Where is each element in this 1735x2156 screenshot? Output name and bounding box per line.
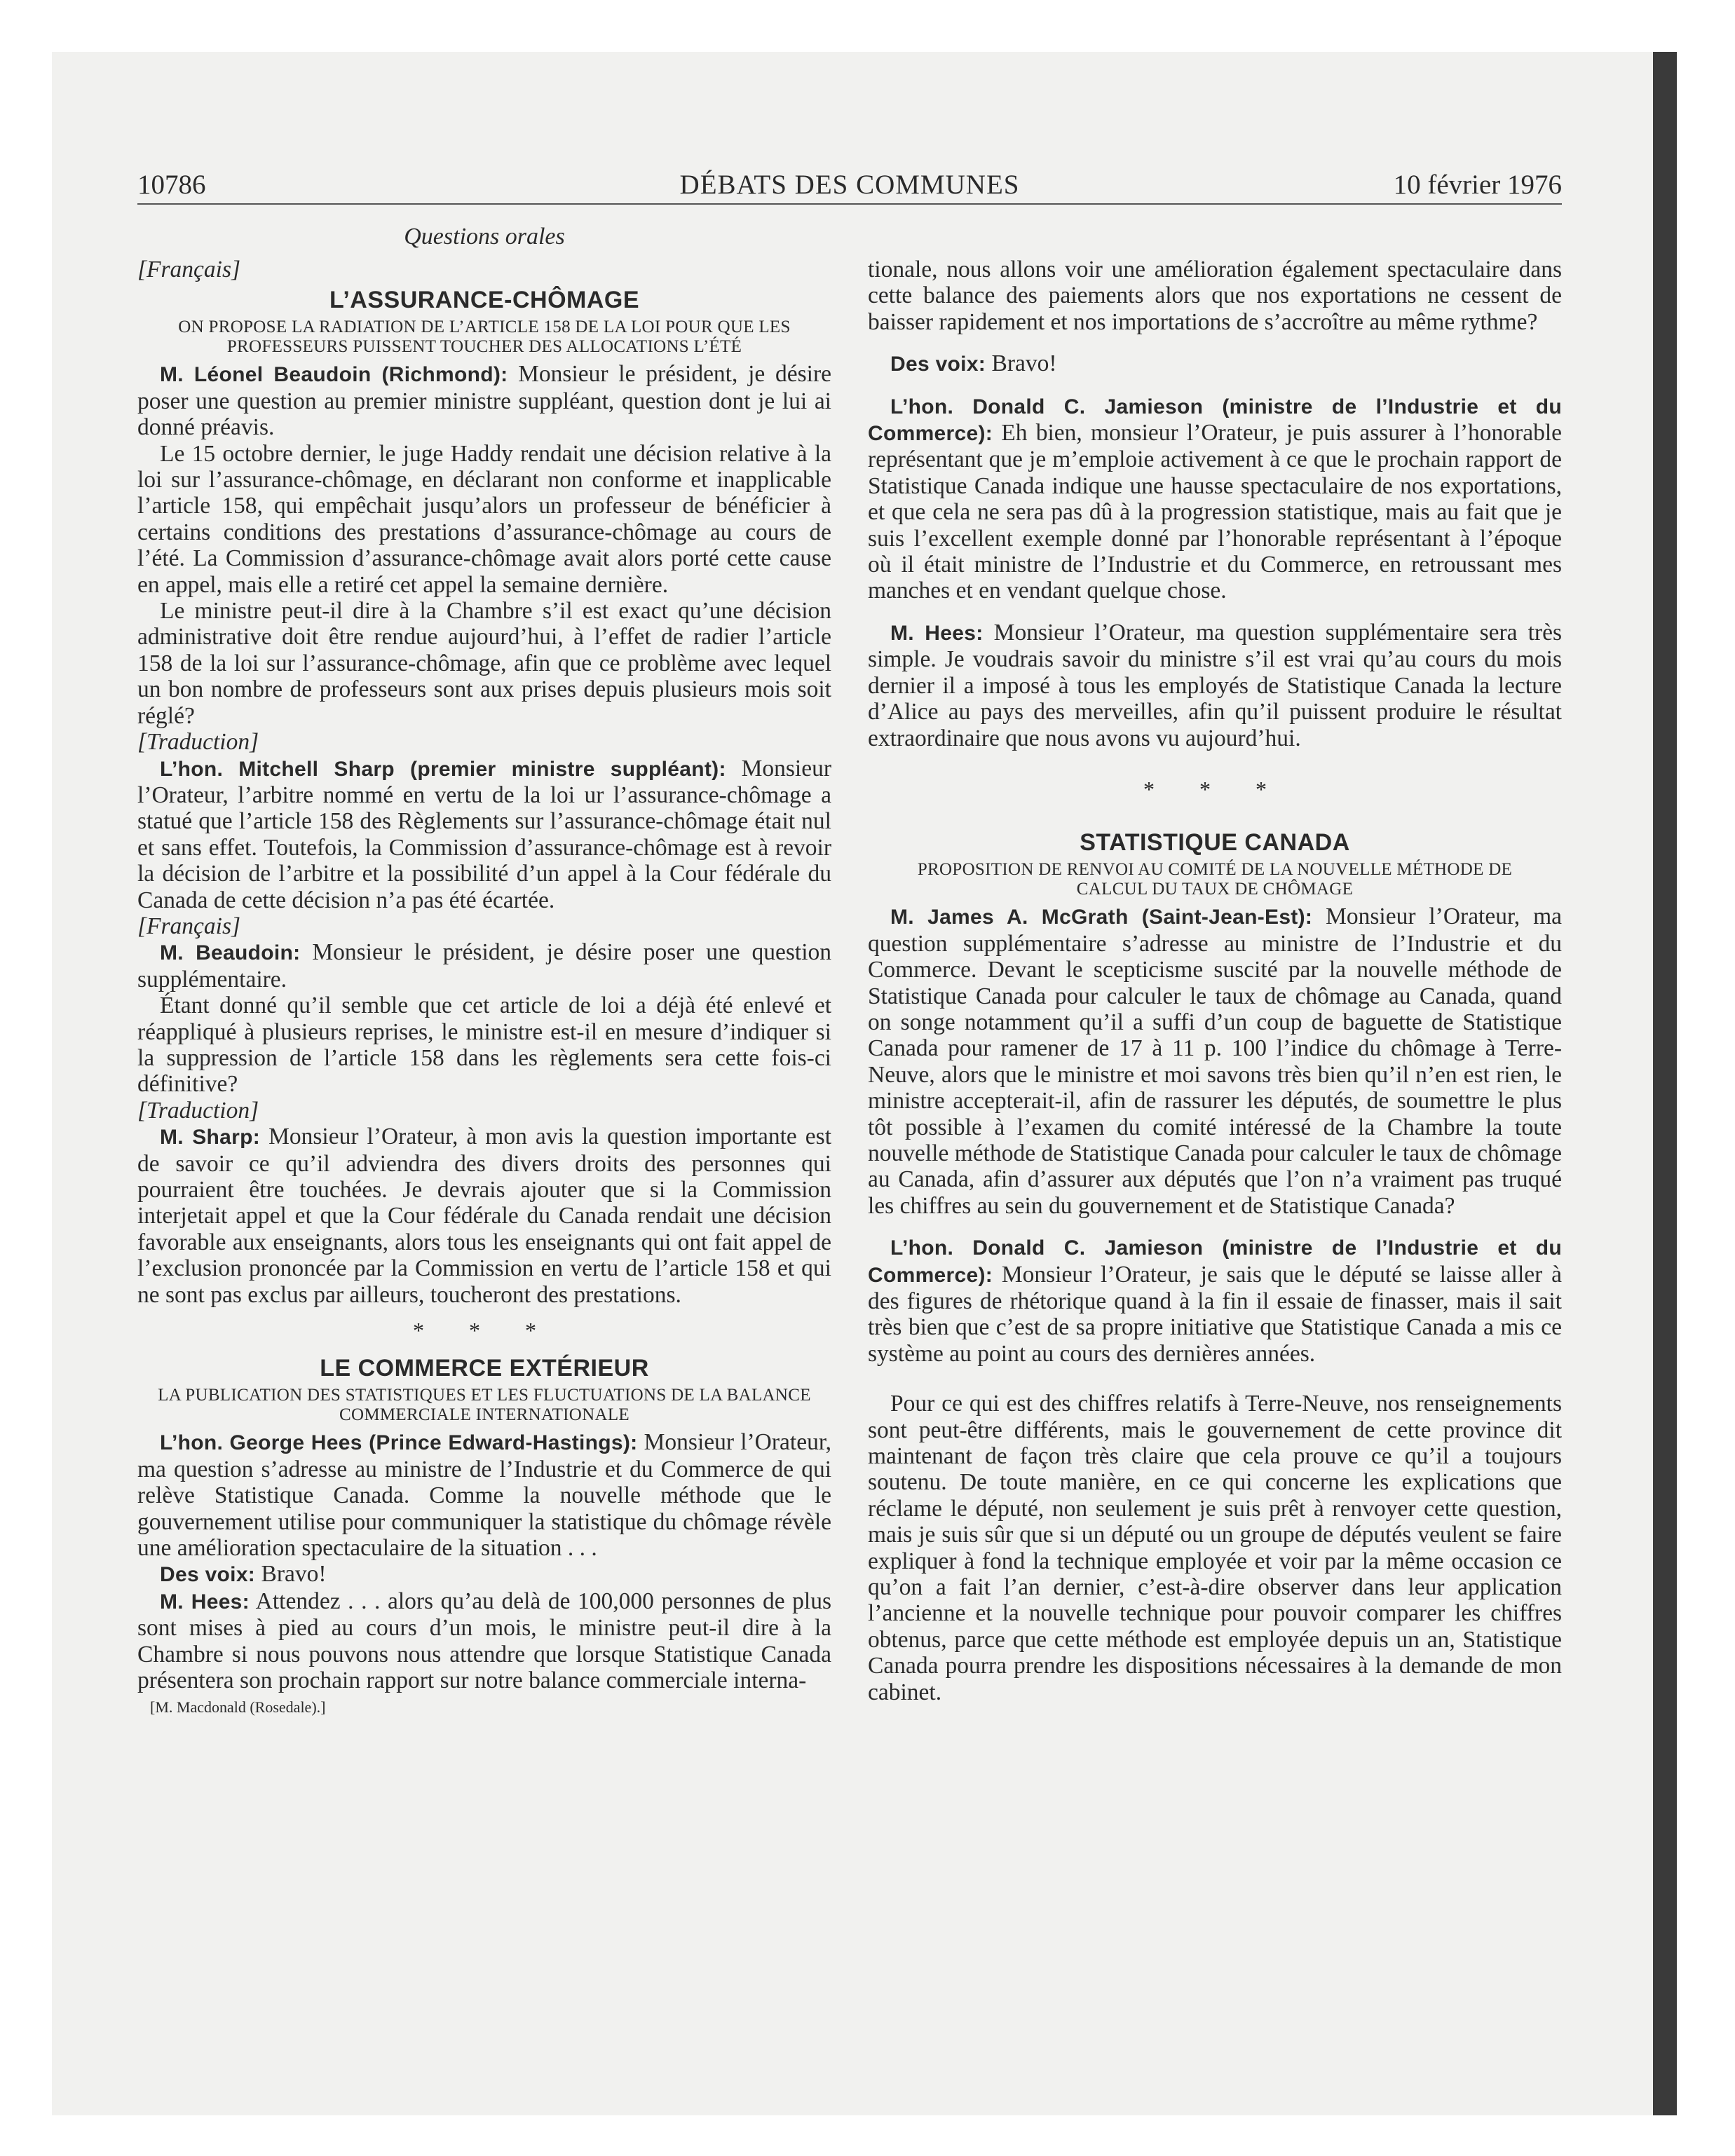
paragraph bbox=[137, 1124, 831, 1308]
paragraph bbox=[868, 393, 1562, 604]
page-header bbox=[137, 165, 1562, 205]
paragraph bbox=[137, 361, 831, 440]
speaker-name: M. Hees: bbox=[890, 621, 984, 645]
section-separator: * * * bbox=[1143, 776, 1286, 802]
speaker-name: M. Hees: bbox=[160, 1590, 250, 1613]
speaker-name: M. Beaudoin: bbox=[160, 941, 301, 965]
header-rule bbox=[137, 203, 1562, 205]
section-separator: * * * bbox=[413, 1318, 556, 1344]
speaker-name: Des voix: bbox=[890, 353, 986, 376]
speech-text: Monsieur l’Orateur, ma question supplémentaire s’adresse au ministre de l’Industrie et du Commerce. Devant le scepticisme suscité par la nouvelle méthode de Statistique Canada pour calculer le taux de chômage au Canada, quand on songe notamment qu’il a suffi d’un coup de baguette de Statistique Canada pour ramener de 17 à 11 p. 100 l’indice du chômage à Terre-Neuve, alors que le ministre et moi savons très bien qu’il n’en est rien, le ministre accepterait-il, afin de rassurer les députés, de soumettre le plus tôt possible à l’examen du comité intéressé de la Chambre la toute nouvelle méthode de Statistique Canada pour calculer le taux de chômage au Canada, afin d’assurer aux députés que l’on n’a vraiment pas truqué les chiffres au sein du gouvernement et de Statistique Canada? bbox=[868, 903, 1562, 1219]
speaker-name: L’hon. Donald C. Jamieson (ministre de l’Industrie et du Commerce): bbox=[868, 1236, 1562, 1287]
paragraph bbox=[137, 756, 831, 913]
speech-text: Monsieur le président, je désire poser une question au premier ministre suppléant, question dont je lui ai donné préavis. bbox=[137, 361, 832, 441]
spacer bbox=[868, 335, 1562, 350]
language-label: [Français] bbox=[137, 913, 241, 939]
speech-text: Monsieur le président, je désire poser une question supplémentaire. bbox=[137, 939, 832, 992]
paragraph: Pour ce qui est des chiffres relatifs à Terre-Neuve, nos renseignements sont peut-être différents, mais le gouvernement de cette province dit maintenant de façon très claire que cela prouve ce qu’il a toujours soutenu. De toute manière, en ce qui concerne les explications que réclame le député, non seulement je suis prêt à renvoyer cette question, mais je suis sûr que si un député ou un groupe de députés veulent se faire expliquer à fond la technique employée et voir par la même occasion ce qu’on a fait l’an dernier, c’est-à-dire observer dans leur application l’ancienne et la nouvelle technique pour pouvoir comparer les chiffres obtenus, parce que cette méthode est employée depuis un an, Statistique Canada pourra prendre les dispositions nécessaires à la demande de mon cabinet. bbox=[868, 1391, 1562, 1705]
speaker-name: Des voix: bbox=[160, 1563, 256, 1587]
page-number: 10786 bbox=[137, 170, 206, 200]
paragraph bbox=[868, 1234, 1562, 1367]
page-date: 10 février 1976 bbox=[1393, 170, 1562, 200]
section-heading: STATISTIQUE CANADA bbox=[1080, 829, 1350, 857]
speech-text: Attendez . . . alors qu’au delà de 100,000 personnes de plus sont mises à pied au cours d’un mois, le ministre peut-il dire à la Chambre si nous pouvons nous attendre que lorsque Statistique Canada présentera son prochain rapport sur notre balance commerciale interna- bbox=[137, 1588, 831, 1694]
speech-text: Monsieur l’Orateur, je sais que le député se laisse aller à des figures de rhétorique quand à la fin il essaie de finasser, mais il sait très bien que c’est de sa propre initiative que Statistique Canada a mis ce système au point au cours des dernières années. bbox=[868, 1261, 1562, 1367]
right-column bbox=[868, 257, 1562, 1705]
speaker-name: M. Léonel Beaudoin (Richmond): bbox=[160, 363, 508, 387]
section-heading: L’ASSURANCE-CHÔMAGE bbox=[329, 287, 640, 314]
spacer bbox=[868, 1367, 1562, 1391]
language-label: [Traduction] bbox=[137, 729, 259, 756]
spacer bbox=[868, 604, 1562, 620]
spacer bbox=[868, 378, 1562, 393]
paragraph: Étant donné qu’il semble que cet article de loi a déjà été enlevé et réappliqué à plusieurs reprises, le ministre est-il en mesure d’indiquer si la suppression de l’article 158 dans les règlements sera cette fois-ci définitive? bbox=[137, 992, 831, 1098]
language-label: [Français] bbox=[137, 257, 241, 282]
speech-text: Monsieur l’Orateur, ma question s’adresse au ministre de l’Industrie et du Commerce de qui relève Statistique Canada. Comme la nouvelle méthode que le gouvernement utilise pour communiquer la statistique du chômage révèle une amélioration spectaculaire de la situation . . . bbox=[137, 1429, 832, 1562]
scan-edge bbox=[1653, 52, 1677, 2115]
running-head: Questions orales bbox=[404, 224, 565, 250]
speaker-name: L’hon. Mitchell Sharp (premier ministre suppléant): bbox=[160, 757, 726, 781]
section-heading: LE COMMERCE EXTÉRIEUR bbox=[320, 1355, 649, 1382]
speech-text: Eh bien, monsieur l’Orateur, je puis assurer à l’honorable représentant que je m’emploie activement à ce que le prochain rapport de Statistique Canada indique une hausse spectaculaire de nos exportations, et que cela ne sera pas dû à la progression statistique, mais au fait que je suis l’excellent exemple donné par l’honorable représentant à l’époque où il était ministre de l’Industrie et du Commerce, en retroussant mes manches et en vendant quelque chose. bbox=[868, 420, 1562, 604]
section-subheading: LA PUBLICATION DES STATISTIQUES ET LES FLUCTUATIONS DE LA BALANCE COMMERCIALE INTERNATIONALE bbox=[158, 1386, 811, 1425]
section-subheading: PROPOSITION DE RENVOI AU COMITÉ DE LA NOUVELLE MÉTHODE DE CALCUL DU TAUX DE CHÔMAGE bbox=[917, 860, 1513, 899]
paragraph: tionale, nous allons voir une amélioration également spectaculaire dans cette balance des paiements alors que nos exportations ne cessent de baisser rapidement et nos importations de s’accroître au même rythme? bbox=[868, 257, 1562, 335]
left-column bbox=[137, 257, 831, 1718]
paragraph bbox=[137, 1429, 831, 1561]
paragraph: Le ministre peut-il dire à la Chambre s’il est exact qu’une décision administrative doit être rendue aujourd’hui, à l’effet de radier l’article 158 de la loi sur l’assurance-chômage, afin que ce problème avec lequel un bon nombre de professeurs sont aux prises depuis plusieurs mois soit réglé? bbox=[137, 598, 831, 729]
speaker-name: M. Sharp: bbox=[160, 1126, 261, 1149]
paragraph: Le 15 octobre dernier, le juge Haddy rendait une décision relative à la loi sur l’assurance-chômage, en déclarant non conforme et inapplicable l’article 158, qui empêchait jusqu’alors un professeur de bénéficier à certains conditions des prestations d’assurance-chômage au cours de l’été. La Commission d’assurance-chômage avait alors porté cette cause en appel, mais elle a retiré cet appel la semaine dernière. bbox=[137, 440, 831, 598]
paragraph bbox=[137, 1588, 831, 1694]
paragraph bbox=[868, 350, 1562, 377]
speech-text: Monsieur l’Orateur, à mon avis la question importante est de savoir ce qu’il adviendra des divers droits des personnes qui pourraient être touchées. Je devrais ajouter que si la Commission interjetait appel et que la Cour fédérale du Canada rendait une décision favorable aux enseignants, alors tous les enseignants qui ont fait appel de l’exclusion prononcée par la Commission en vertu de l’article 158 et qui ne sont pas exclus par ailleurs, toucheront des prestations. bbox=[137, 1124, 832, 1308]
paragraph bbox=[868, 903, 1562, 1219]
speech-text: Monsieur l’Orateur, ma question supplémentaire sera très simple. Je voudrais savoir du ministre s’il est vrai qu’au cours du mois dernier il a imposé à tous les employés de Statistique Canada la lecture d’Alice au pays des merveilles, afin qu’il puissent produire le résultat extraordinaire que nous avons vu aujourd’hui. bbox=[868, 619, 1562, 751]
paragraph bbox=[868, 620, 1562, 751]
publication-title: DÉBATS DES COMMUNES bbox=[679, 170, 1020, 200]
speaker-name: M. James A. McGrath (Saint-Jean-Est): bbox=[890, 906, 1313, 929]
footnote: [M. Macdonald (Rosedale).] bbox=[150, 1698, 326, 1716]
speech-text: Monsieur l’Orateur, l’arbitre nommé en vertu de la loi ur l’assurance-chômage a statué que l’article 158 des Règlements sur l’assurance-chômage était nul et sans effet. Toutefois, la Commission d’assurance-chômage est à revoir la décision de l’arbitre et la possibilité d’un appel à la Cour fédérale du Canada de cette décision n’a pas été écartée. bbox=[137, 755, 831, 913]
speech-text: Bravo! bbox=[986, 350, 1057, 377]
language-label: [Traduction] bbox=[137, 1097, 259, 1124]
section-subheading: ON PROPOSE LA RADIATION DE L’ARTICLE 158 DE LA LOI POUR QUE LES PROFESSEURS PUISSENT TOUCHER DES ALLOCATIONS L’ÉTÉ bbox=[178, 318, 791, 357]
spacer bbox=[868, 1219, 1562, 1234]
paragraph bbox=[137, 1561, 831, 1588]
speech-text: Bravo! bbox=[255, 1561, 327, 1588]
paragraph bbox=[137, 939, 831, 992]
speaker-name: L’hon. Donald C. Jamieson (ministre de l’Industrie et du Commerce): bbox=[868, 395, 1562, 446]
speaker-name: L’hon. George Hees (Prince Edward-Hastings): bbox=[160, 1431, 638, 1455]
